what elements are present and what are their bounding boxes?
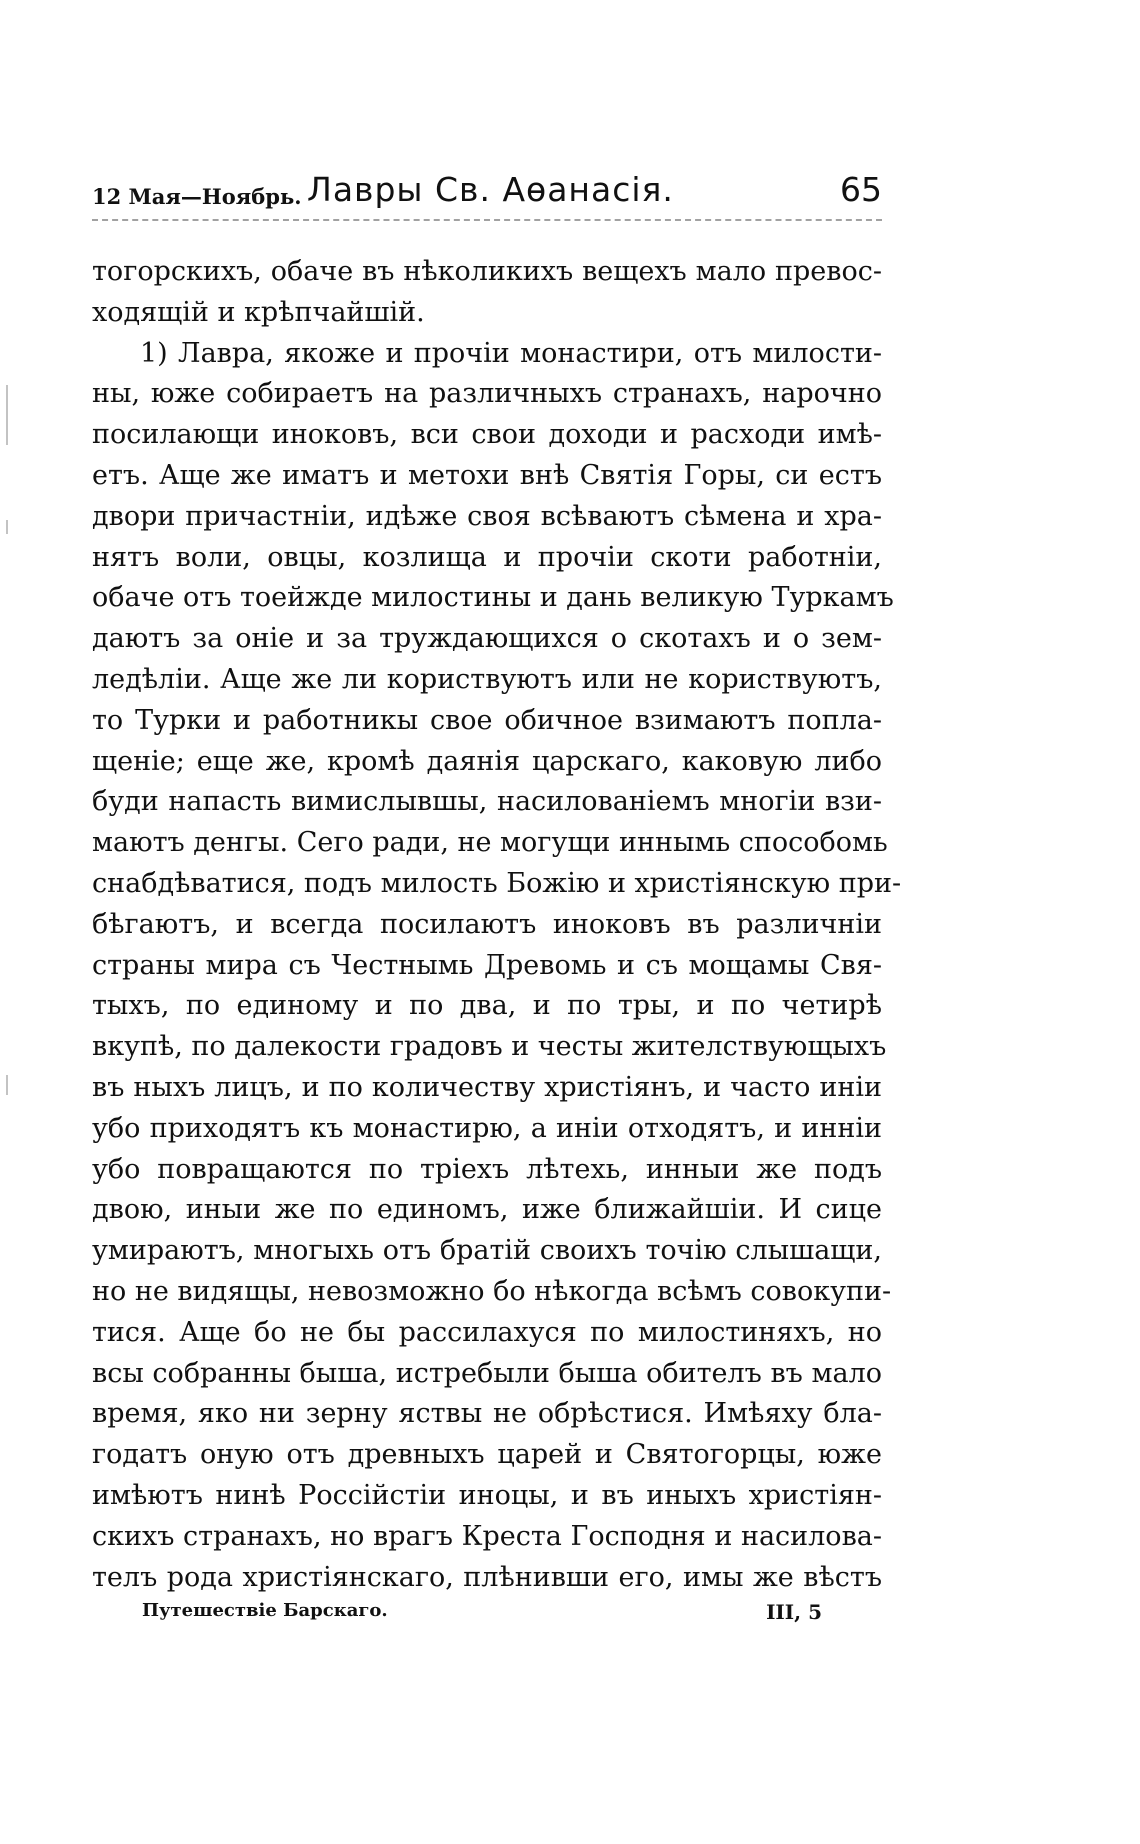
footer-book-title: Путешествіе Барскаго. <box>142 1600 388 1621</box>
text-line: вкупѣ, по далекости градовъ и честы жителствующыхъ <box>92 1031 887 1063</box>
body-text <box>92 252 902 1598</box>
header-rule <box>92 219 882 221</box>
text-line: двою, иныи же по единомъ, иже ближайшіи. И сице <box>92 1194 882 1226</box>
header-title: Лавры Св. Аѳанасія. <box>307 170 674 209</box>
text-line: ны, юже собираетъ на различныхъ странахъ, нарочно <box>92 378 882 410</box>
text-line: въ ныхъ лицъ, и по количеству христіянъ, и часто иніи <box>92 1071 882 1103</box>
text-line: время, яко ни зерну яствы не обрѣстися. Имѣяху бла- <box>92 1398 882 1430</box>
text-line: скихъ странахъ, но врагъ Креста Господня и насилова- <box>92 1520 882 1552</box>
text-line: тыхъ, по единому и по два, и по тры, и по четирѣ <box>92 990 882 1022</box>
page-number: 65 <box>840 170 882 209</box>
text-line: то Турки и работникы свое обичное взимаютъ попла- <box>92 704 882 736</box>
text-line: даютъ за оніе и за труждающихся о скотахъ и о зем- <box>92 623 882 655</box>
text-line: телъ рода христіянскаго, плѣнивши его, имы же вѣстъ <box>92 1561 882 1593</box>
text-line: но не видящы, невозможно бо нѣкогда всѣмъ совокупи- <box>92 1275 892 1307</box>
footer-signature: III, 5 <box>766 1600 822 1624</box>
text-line: двори причастніи, идѣже своя всѣваютъ сѣмена и хра- <box>92 500 882 532</box>
text-line: всы собранны быша, истребыли быша обителъ въ мало <box>92 1357 882 1389</box>
text-line: маютъ денгы. Сего ради, не могущи иннымь способомь <box>92 827 888 859</box>
text-line: имѣютъ нинѣ Россійстіи иноцы, и въ иныхъ христіян- <box>92 1479 882 1511</box>
text-line: тогорскихъ, обаче въ нѣколикихъ вещехъ мало превос- <box>92 256 882 287</box>
scan-margin-mark <box>6 1075 8 1095</box>
running-header <box>92 170 882 222</box>
text-line: ходящій и крѣпчайшій. <box>92 296 425 328</box>
text-line: посилающи иноковъ, вси свои доходи и расходи имѣ- <box>92 419 882 451</box>
text-line: умираютъ, многыхь отъ братій своихъ точію слышащи, <box>92 1235 882 1267</box>
text-line: страны мира съ Честнымь Древомь и съ мощамы Свя- <box>92 949 882 981</box>
text-line: нятъ воли, овцы, козлища и прочіи скоти работніи, <box>92 541 882 573</box>
text-line: обаче отъ тоейжде милостины и дань великую Туркамъ <box>92 582 894 614</box>
text-line: ледѣліи. Аще же ли користвуютъ или не користвуютъ, <box>92 663 882 695</box>
text-line: щеніе; еще же, кромѣ даянія царскаго, каковую либо <box>92 745 882 777</box>
text-line: годатъ оную отъ древныхъ царей и Святогорцы, юже <box>92 1439 882 1471</box>
text-line: бѣгаютъ, и всегда посилаютъ иноковъ въ различніи <box>92 908 882 940</box>
text-line: етъ. Аще же иматъ и метохи внѣ Святія Горы, си естъ <box>92 459 882 491</box>
header-date-range: 12 Мая—Ноябрь. <box>92 184 302 209</box>
scan-margin-mark <box>6 520 8 534</box>
text-line: убо приходятъ къ монастирю, а иніи отходятъ, и инніи <box>92 1112 882 1144</box>
scan-margin-mark <box>6 385 8 445</box>
text-line: буди напасть вимислывшы, насилованіемъ многіи взи- <box>92 786 882 818</box>
text-line: тися. Аще бо не бы рассилахуся по милостиняхъ, но <box>92 1316 882 1348</box>
text-line: 1) Лавра, якоже и прочіи монастири, отъ милости- <box>140 337 882 369</box>
text-line: снабдѣватися, подъ милость Божію и христіянскую при- <box>92 867 902 899</box>
page-footer <box>142 1600 822 1630</box>
text-line: убо повращаются по тріехъ лѣтехь, инныи же подъ <box>92 1153 882 1185</box>
